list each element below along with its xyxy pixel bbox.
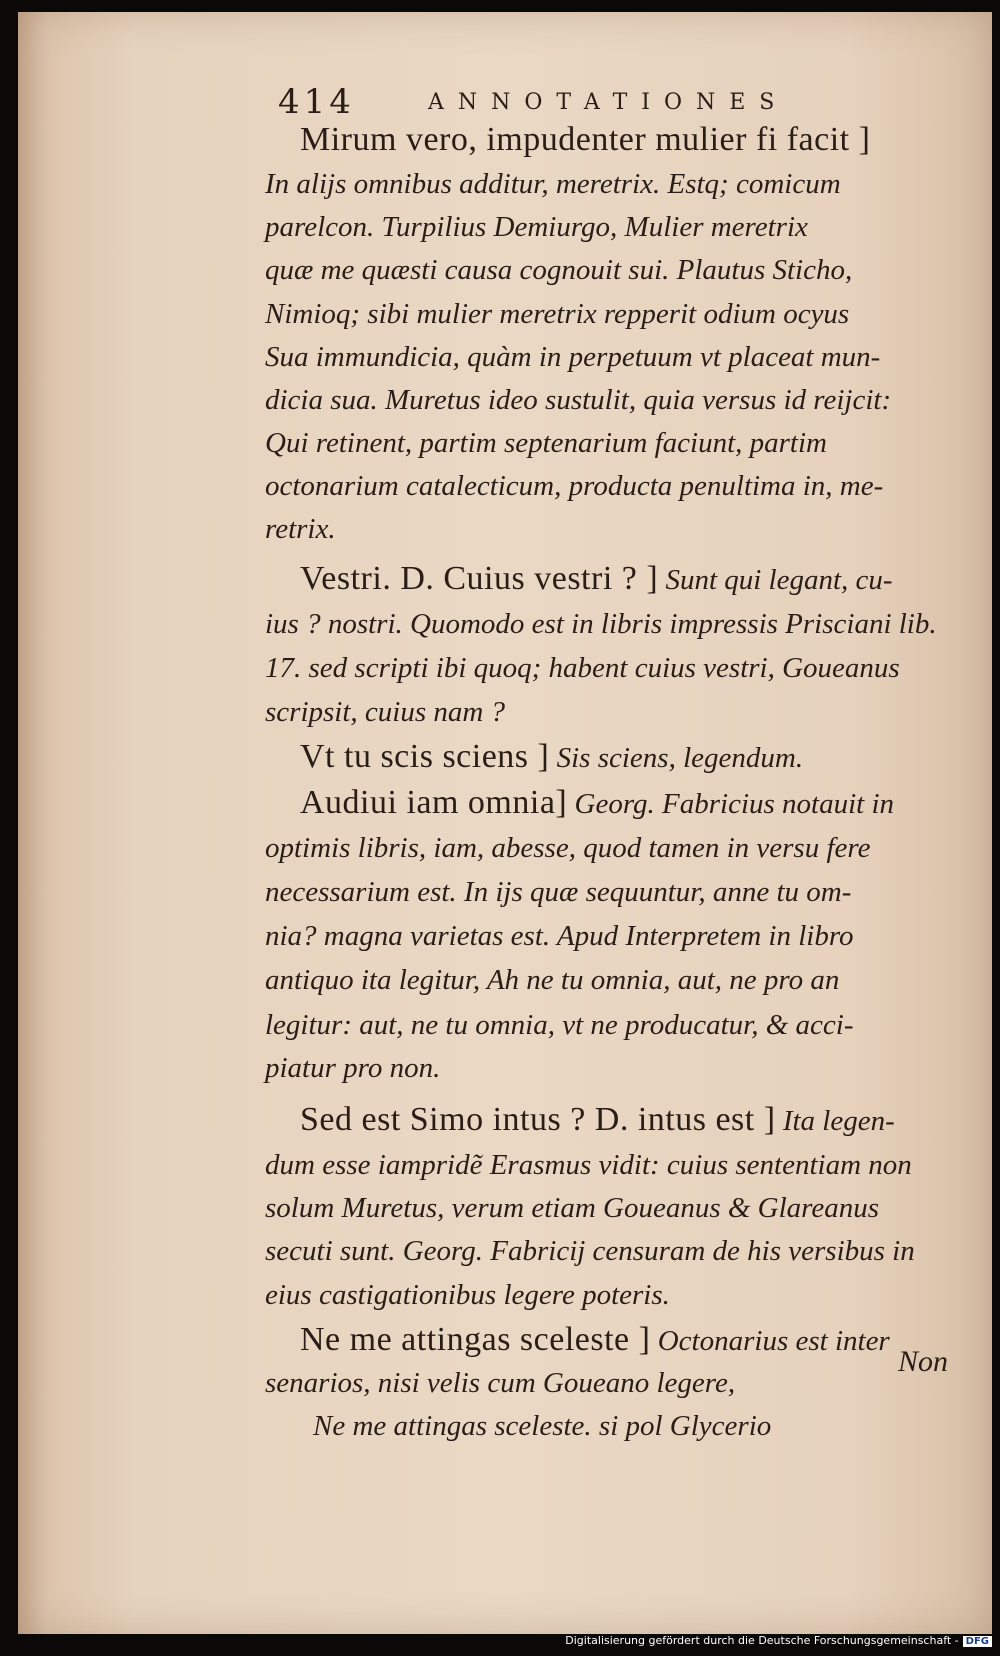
text-line [300, 118, 870, 162]
commentary-text: optimis libris, iam, abesse, quod tamen in versu fere [265, 832, 871, 864]
text-line [265, 1186, 879, 1230]
text-line [300, 735, 803, 779]
text-line [265, 378, 891, 422]
commentary-text: dicia sua. Muretus ideo sustulit, quia versus id reijcit: [265, 384, 892, 416]
commentary-text: Nimioq; sibi mulier meretrix repperit odium ocyus [265, 298, 850, 330]
commentary-text: piatur pro non. [265, 1052, 441, 1084]
lemma: Vestri. D. Cuius vestri ? ] [300, 560, 659, 597]
text-line [265, 826, 870, 870]
text-line [265, 1003, 854, 1047]
footer-text: Digitalisierung gefördert durch die Deutsche Forschungsgemeinschaft - [565, 1634, 959, 1647]
lemma: Audiui iam omnia] [300, 784, 568, 821]
commentary-text: Qui retinent, partim septenarium faciunt, partim [265, 427, 827, 459]
page-number: 414 [278, 82, 355, 122]
text-line [265, 870, 851, 914]
commentary-text: antiquo ita legitur, Ah ne tu omnia, aut, ne pro an [265, 964, 840, 996]
commentary-text: senarios, nisi velis cum Goueano legere, [265, 1367, 736, 1399]
lemma: Sed est Simo intus ? D. intus est ] [300, 1101, 776, 1138]
text-line [300, 1098, 895, 1142]
text-line [265, 1143, 912, 1187]
text-line [265, 1046, 440, 1090]
commentary-text: ius ? nostri. Quomodo est in libris impressis Prisciani lib. [265, 608, 937, 640]
lemma: Ne me attingas sceleste ] [300, 1321, 651, 1358]
commentary-text: nia? magna varietas est. Apud Interpretem in libro [265, 920, 854, 952]
commentary-text: parelcon. Turpilius Demiurgo, Mulier meretrix [265, 211, 808, 243]
text-line [265, 421, 827, 465]
text-line [265, 1273, 670, 1317]
text-line [300, 1318, 890, 1362]
commentary-text: Ita legen- [782, 1105, 895, 1137]
text-line [265, 162, 841, 206]
text-line [265, 646, 900, 690]
commentary-text: retrix. [265, 513, 336, 545]
commentary-text: secuti sunt. Georg. Fabricij censuram de his versibus in [265, 1235, 915, 1267]
commentary-text: scripsit, cuius nam ? [265, 696, 506, 728]
commentary-text: Sunt qui legant, cu- [665, 564, 893, 596]
text-line [265, 690, 505, 734]
text-line [265, 507, 336, 551]
text-line [313, 1404, 771, 1448]
text-line [265, 292, 849, 336]
commentary-text: quæ me quæsti causa cognouit sui. Plautus Sticho, [265, 254, 853, 286]
catchword: Non [897, 1345, 948, 1378]
dfg-logo: DFG [963, 1636, 992, 1647]
text-line [265, 602, 937, 646]
text-line [265, 335, 880, 379]
digitization-footer [561, 1634, 996, 1650]
commentary-text: Ne me attingas sceleste. si pol Glycerio [313, 1410, 772, 1442]
text-line [265, 464, 883, 508]
commentary-text: Sua immundicia, quàm in perpetuum vt placeat mun- [265, 341, 881, 373]
commentary-text: Sis sciens, legendum. [556, 742, 804, 774]
lemma: Mirum vero, impudenter mulier fi facit ] [300, 121, 871, 158]
text-line [265, 205, 808, 249]
commentary-text: solum Muretus, verum etiam Goueanus & Glareanus [265, 1192, 880, 1224]
commentary-text: Georg. Fabricius notauit in [574, 788, 895, 820]
text-line [265, 1361, 735, 1405]
text-line [265, 248, 852, 292]
text-line [265, 914, 854, 958]
commentary-text: In alijs omnibus additur, meretrix. Estq; comicum [265, 168, 841, 200]
text-line [265, 958, 839, 1002]
commentary-text: 17. sed scripti ibi quoq; habent cuius vestri, Goueanus [265, 652, 900, 684]
commentary-text: legitur: aut, ne tu omnia, vt ne producatur, & acci- [265, 1009, 854, 1041]
running-title: ANNOTATIONES [428, 90, 789, 115]
text-line [300, 781, 894, 825]
commentary-text: octonarium catalecticum, producta penultima in, me- [265, 470, 884, 502]
commentary-text: dum esse iampridẽ Erasmus vidit: cuius sententiam non [265, 1149, 912, 1181]
lemma: Vt tu scis sciens ] [300, 738, 550, 775]
text-line [265, 1229, 915, 1273]
text-line [300, 557, 893, 601]
commentary-text: necessarium est. In ijs quæ sequuntur, anne tu om- [265, 876, 852, 908]
commentary-text: Octonarius est inter [657, 1325, 890, 1357]
commentary-text: eius castigationibus legere poteris. [265, 1279, 670, 1311]
